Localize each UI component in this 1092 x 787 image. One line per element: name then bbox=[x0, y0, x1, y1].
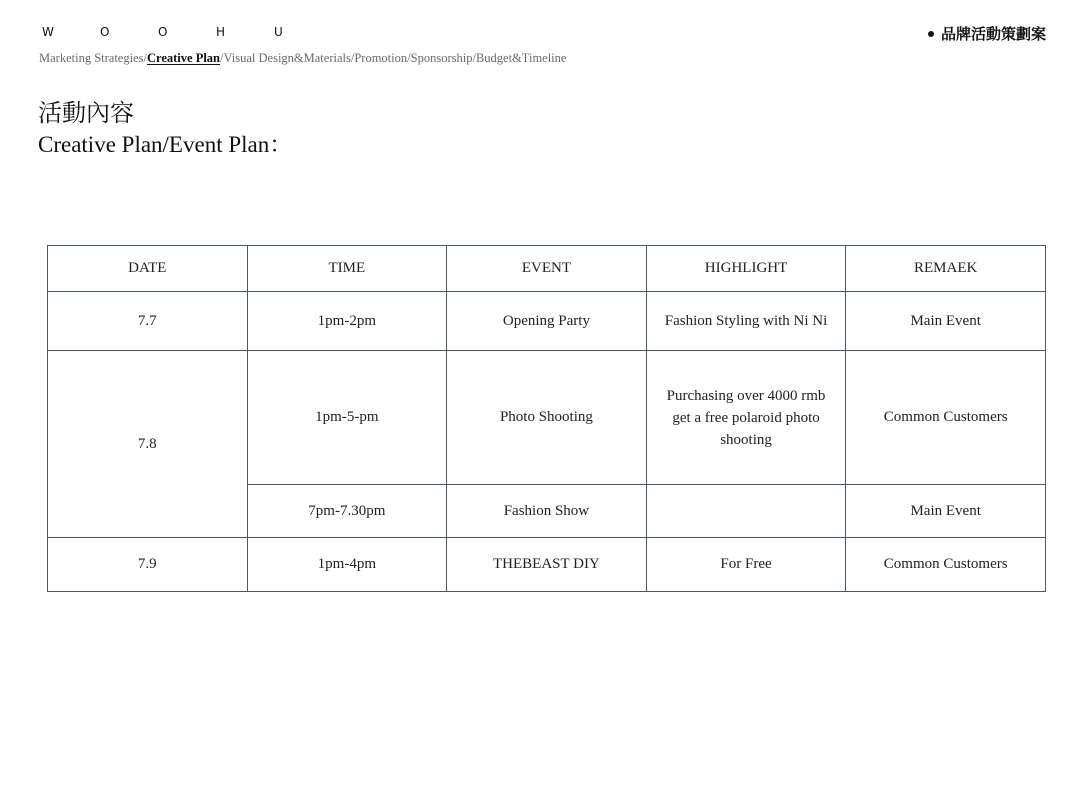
cell-date: 7.7 bbox=[48, 292, 248, 351]
column-header-highlight: HIGHLIGHT bbox=[646, 246, 846, 292]
breadcrumb bbox=[39, 51, 566, 66]
event-plan-table bbox=[47, 245, 1046, 592]
cell-remark: Main Event bbox=[846, 292, 1046, 351]
document-label-text: 品牌活動策劃案 bbox=[940, 25, 1046, 43]
brand-letter: O bbox=[158, 25, 168, 39]
nav-promotion[interactable]: Promotion bbox=[354, 51, 408, 65]
cell-date: 7.8 bbox=[48, 351, 248, 538]
page-title-english: Creative Plan/Event Plan： bbox=[38, 132, 293, 157]
column-header-date: DATE bbox=[48, 246, 248, 292]
column-header-event: EVENT bbox=[447, 246, 647, 292]
table-row bbox=[48, 292, 1046, 351]
nav-sponsorship[interactable]: Sponsorship bbox=[410, 51, 473, 65]
cell-remark: Common Customers bbox=[846, 538, 1046, 592]
nav-creative-plan[interactable]: Creative Plan bbox=[146, 51, 221, 65]
nav-separator: / bbox=[472, 51, 476, 65]
column-header-time: TIME bbox=[247, 246, 447, 292]
cell-event: Opening Party bbox=[447, 292, 647, 351]
cell-time: 1pm-4pm bbox=[247, 538, 447, 592]
nav-budget-timeline[interactable]: Budget&Timeline bbox=[475, 51, 567, 65]
cell-highlight bbox=[646, 485, 846, 538]
table-row bbox=[48, 351, 1046, 485]
brand-letter: O bbox=[100, 25, 110, 39]
nav-separator: / bbox=[407, 51, 411, 65]
cell-time: 1pm-5-pm bbox=[247, 351, 447, 485]
nav-visual-design[interactable]: Visual Design&Materials bbox=[223, 51, 351, 65]
cell-event: THEBEAST DIY bbox=[447, 538, 647, 592]
cell-date: 7.9 bbox=[48, 538, 248, 592]
cell-event: Photo Shooting bbox=[447, 351, 647, 485]
nav-marketing-strategies[interactable]: Marketing Strategies bbox=[39, 51, 144, 65]
nav-separator: / bbox=[350, 51, 355, 65]
column-header-remark: REMAEK bbox=[846, 246, 1046, 292]
nav-separator: / bbox=[143, 51, 147, 65]
nav-separator: / bbox=[220, 51, 224, 65]
brand-letter: H bbox=[216, 25, 226, 39]
brand-letter: W bbox=[42, 25, 54, 39]
bullet-icon bbox=[928, 31, 934, 37]
cell-highlight: Fashion Styling with Ni Ni bbox=[646, 292, 846, 351]
table-row bbox=[48, 538, 1046, 592]
brand-logo bbox=[42, 25, 332, 39]
cell-event: Fashion Show bbox=[447, 485, 647, 538]
brand-letter: U bbox=[274, 25, 283, 39]
cell-remark: Main Event bbox=[846, 485, 1046, 538]
cell-highlight: Purchasing over 4000 rmb get a free polaroid photo shooting bbox=[646, 351, 846, 485]
page-title-chinese: 活動內容 bbox=[38, 99, 134, 127]
cell-time: 7pm-7.30pm bbox=[247, 485, 447, 538]
document-label bbox=[928, 23, 1046, 44]
cell-highlight: For Free bbox=[646, 538, 846, 592]
cell-remark: Common Customers bbox=[846, 351, 1046, 485]
cell-time: 1pm-2pm bbox=[247, 292, 447, 351]
table-header-row bbox=[48, 246, 1046, 292]
